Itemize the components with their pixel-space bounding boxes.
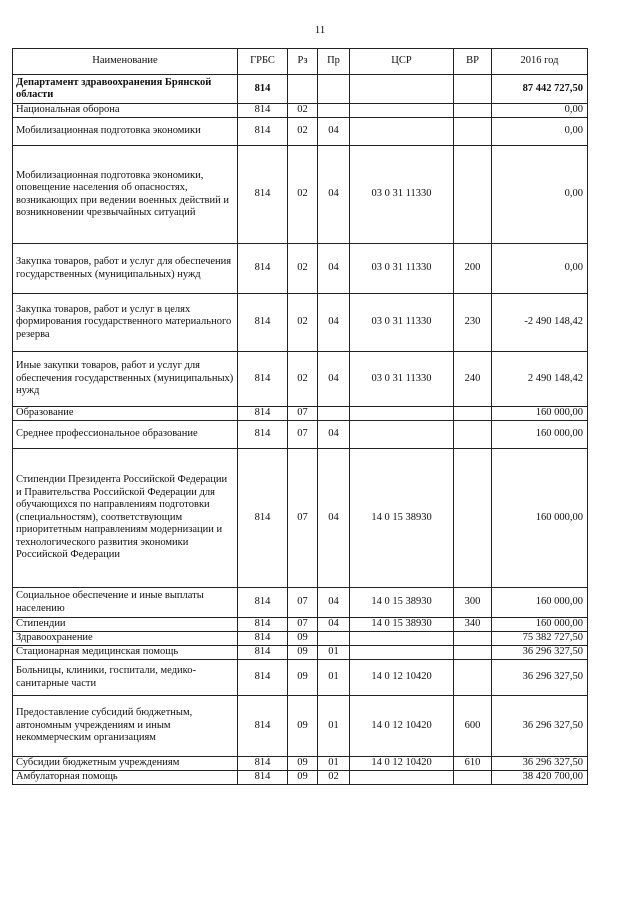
cell-rz: 09: [288, 696, 318, 757]
table-row: [13, 646, 588, 660]
cell-grbs: 814: [238, 632, 288, 646]
cell-rz: [288, 75, 318, 104]
cell-name: Мобилизационная подготовка экономики: [13, 118, 238, 146]
table-row: [13, 352, 588, 407]
cell-vr: 240: [454, 352, 492, 407]
cell-grbs: 814: [238, 294, 288, 352]
table-row: [13, 757, 588, 771]
cell-rz: 02: [288, 352, 318, 407]
cell-pr: 01: [318, 660, 350, 696]
table-row: [13, 75, 588, 104]
cell-amount: 38 420 700,00: [492, 771, 588, 785]
table-header-row: [13, 49, 588, 75]
cell-amount: 160 000,00: [492, 407, 588, 421]
table-row: [13, 588, 588, 618]
cell-name: Здравоохранение: [13, 632, 238, 646]
cell-name: Больницы, клиники, госпитали, медико-санитарные части: [13, 660, 238, 696]
cell-pr: 01: [318, 646, 350, 660]
cell-vr: [454, 421, 492, 449]
cell-vr: [454, 104, 492, 118]
cell-csr: 14 0 12 10420: [350, 660, 454, 696]
cell-csr: [350, 632, 454, 646]
cell-csr: 14 0 15 38930: [350, 449, 454, 588]
cell-vr: [454, 632, 492, 646]
table-row: [13, 146, 588, 244]
table-row: [13, 294, 588, 352]
cell-grbs: 814: [238, 588, 288, 618]
cell-name: Стипендии Президента Российской Федерации и Правительства Российской Федерации для обучающихся по направлениям подготовки (специальностям), соответствующим приоритетным направлениям модернизации и технологического развития экономики Российской Федерации: [13, 449, 238, 588]
cell-name: Стационарная медицинская помощь: [13, 646, 238, 660]
cell-grbs: 814: [238, 75, 288, 104]
cell-pr: 04: [318, 449, 350, 588]
cell-vr: 230: [454, 294, 492, 352]
cell-csr: [350, 118, 454, 146]
cell-rz: 07: [288, 588, 318, 618]
cell-amount: 75 382 727,50: [492, 632, 588, 646]
table-row: [13, 407, 588, 421]
column-header-year-2016: 2016 год: [492, 49, 588, 75]
table-row: [13, 104, 588, 118]
cell-csr: [350, 421, 454, 449]
cell-csr: 14 0 15 38930: [350, 588, 454, 618]
cell-pr: 04: [318, 588, 350, 618]
cell-grbs: 814: [238, 449, 288, 588]
cell-vr: 600: [454, 696, 492, 757]
cell-grbs: 814: [238, 352, 288, 407]
table-row: [13, 618, 588, 632]
table-row: [13, 696, 588, 757]
cell-pr: [318, 407, 350, 421]
cell-pr: 04: [318, 618, 350, 632]
cell-name: Амбулаторная помощь: [13, 771, 238, 785]
cell-csr: 03 0 31 11330: [350, 244, 454, 294]
table-body: [13, 75, 588, 785]
cell-vr: [454, 146, 492, 244]
cell-vr: 340: [454, 618, 492, 632]
cell-vr: 300: [454, 588, 492, 618]
cell-rz: 07: [288, 421, 318, 449]
cell-rz: 09: [288, 660, 318, 696]
cell-name: Иные закупки товаров, работ и услуг для обеспечения государственных (муниципальных) нужд: [13, 352, 238, 407]
cell-csr: [350, 75, 454, 104]
cell-grbs: 814: [238, 696, 288, 757]
cell-vr: [454, 75, 492, 104]
cell-rz: 07: [288, 618, 318, 632]
cell-amount: 0,00: [492, 244, 588, 294]
cell-name: Департамент здравоохранения Брянской области: [13, 75, 238, 104]
cell-rz: 09: [288, 646, 318, 660]
cell-rz: 02: [288, 244, 318, 294]
cell-grbs: 814: [238, 244, 288, 294]
cell-pr: [318, 75, 350, 104]
table-row: [13, 632, 588, 646]
cell-amount: 36 296 327,50: [492, 646, 588, 660]
cell-pr: 04: [318, 294, 350, 352]
cell-csr: 03 0 31 11330: [350, 352, 454, 407]
cell-amount: -2 490 148,42: [492, 294, 588, 352]
column-header-pr: Пр: [318, 49, 350, 75]
cell-csr: 14 0 12 10420: [350, 757, 454, 771]
cell-name: Национальная оборона: [13, 104, 238, 118]
cell-amount: 0,00: [492, 104, 588, 118]
cell-grbs: 814: [238, 407, 288, 421]
column-header-rz: Рз: [288, 49, 318, 75]
cell-amount: 160 000,00: [492, 618, 588, 632]
cell-pr: 01: [318, 696, 350, 757]
cell-name: Закупка товаров, работ и услуг в целях формирования государственного материального резерва: [13, 294, 238, 352]
cell-pr: 04: [318, 352, 350, 407]
cell-vr: [454, 660, 492, 696]
cell-name: Предоставление субсидий бюджетным, автономным учреждениям и иным некоммерческим организациям: [13, 696, 238, 757]
cell-rz: 02: [288, 146, 318, 244]
cell-grbs: 814: [238, 771, 288, 785]
table-row: [13, 771, 588, 785]
cell-csr: [350, 407, 454, 421]
cell-amount: 160 000,00: [492, 588, 588, 618]
cell-name: Субсидии бюджетным учреждениям: [13, 757, 238, 771]
cell-pr: [318, 104, 350, 118]
cell-pr: 01: [318, 757, 350, 771]
cell-grbs: 814: [238, 118, 288, 146]
cell-csr: 03 0 31 11330: [350, 294, 454, 352]
column-header-vr: ВР: [454, 49, 492, 75]
cell-rz: 02: [288, 294, 318, 352]
cell-grbs: 814: [238, 757, 288, 771]
cell-vr: [454, 118, 492, 146]
cell-grbs: 814: [238, 421, 288, 449]
cell-amount: 0,00: [492, 118, 588, 146]
table-row: [13, 660, 588, 696]
cell-csr: 14 0 12 10420: [350, 696, 454, 757]
cell-rz: 09: [288, 771, 318, 785]
cell-name: Среднее профессиональное образование: [13, 421, 238, 449]
cell-amount: 160 000,00: [492, 449, 588, 588]
budget-table: [12, 48, 588, 785]
cell-grbs: 814: [238, 618, 288, 632]
column-header-name: Наименование: [13, 49, 238, 75]
cell-pr: 04: [318, 118, 350, 146]
column-header-csr: ЦСР: [350, 49, 454, 75]
cell-name: Мобилизационная подготовка экономики, оповещение населения об опасностях, возникающих при ведении военных действий и возникновении чрезвычайных ситуаций: [13, 146, 238, 244]
cell-rz: 02: [288, 104, 318, 118]
cell-grbs: 814: [238, 660, 288, 696]
cell-grbs: 814: [238, 646, 288, 660]
cell-name: Закупка товаров, работ и услуг для обеспечения государственных (муниципальных) нужд: [13, 244, 238, 294]
cell-csr: [350, 104, 454, 118]
cell-pr: 02: [318, 771, 350, 785]
cell-csr: [350, 771, 454, 785]
table-row: [13, 421, 588, 449]
cell-csr: 14 0 15 38930: [350, 618, 454, 632]
cell-csr: [350, 646, 454, 660]
cell-amount: 87 442 727,50: [492, 75, 588, 104]
cell-rz: 02: [288, 118, 318, 146]
cell-vr: [454, 646, 492, 660]
cell-vr: 610: [454, 757, 492, 771]
table-row: [13, 118, 588, 146]
cell-amount: 160 000,00: [492, 421, 588, 449]
cell-name: Образование: [13, 407, 238, 421]
table-row: [13, 449, 588, 588]
cell-vr: [454, 449, 492, 588]
cell-rz: 09: [288, 757, 318, 771]
cell-amount: 0,00: [492, 146, 588, 244]
column-header-grbs: ГРБС: [238, 49, 288, 75]
page-number: 11: [314, 24, 326, 36]
cell-csr: 03 0 31 11330: [350, 146, 454, 244]
cell-grbs: 814: [238, 104, 288, 118]
cell-rz: 09: [288, 632, 318, 646]
cell-amount: 36 296 327,50: [492, 660, 588, 696]
cell-vr: 200: [454, 244, 492, 294]
cell-amount: 36 296 327,50: [492, 757, 588, 771]
cell-vr: [454, 771, 492, 785]
cell-grbs: 814: [238, 146, 288, 244]
cell-pr: 04: [318, 146, 350, 244]
cell-rz: 07: [288, 407, 318, 421]
cell-pr: [318, 632, 350, 646]
cell-pr: 04: [318, 244, 350, 294]
cell-vr: [454, 407, 492, 421]
cell-pr: 04: [318, 421, 350, 449]
cell-amount: 36 296 327,50: [492, 696, 588, 757]
cell-name: Стипендии: [13, 618, 238, 632]
table-row: [13, 244, 588, 294]
cell-name: Социальное обеспечение и иные выплаты населению: [13, 588, 238, 618]
cell-rz: 07: [288, 449, 318, 588]
cell-amount: 2 490 148,42: [492, 352, 588, 407]
